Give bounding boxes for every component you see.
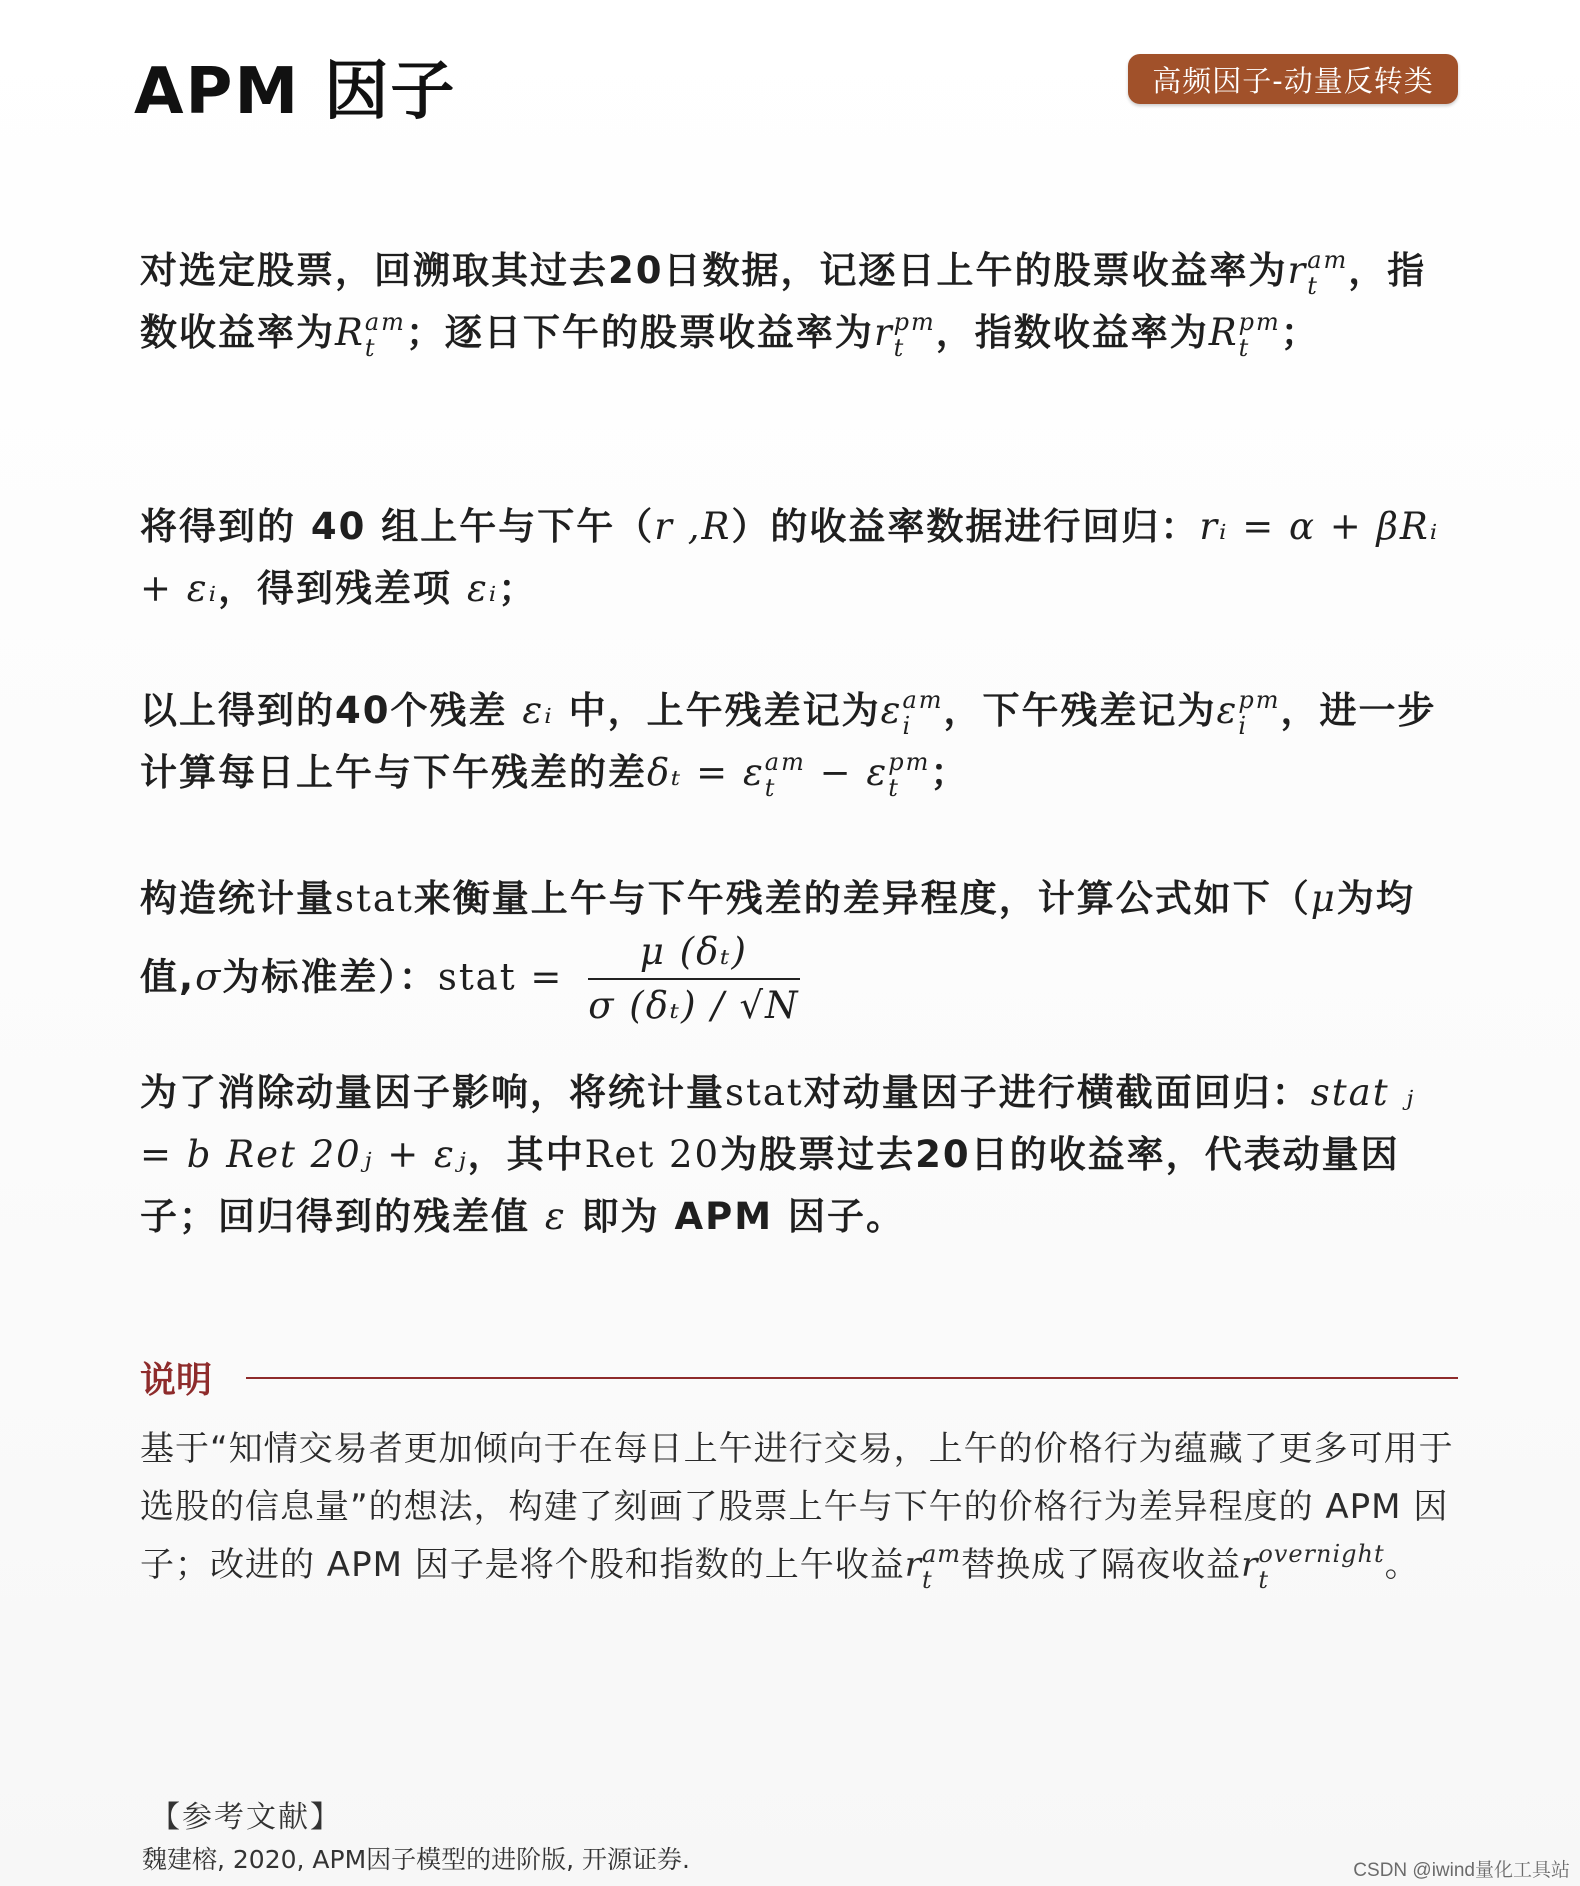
watermark: CSDN @iwind量化工具站	[1353, 1860, 1570, 1881]
text: 即为 APM 因子。	[581, 1195, 905, 1238]
text: 为了消除动量因子影响，将统计量	[140, 1071, 725, 1114]
symbol-R: R	[1208, 311, 1239, 354]
regression-formula: rᵢ = α + βRᵢ + εᵢ	[140, 505, 1440, 610]
paragraph-residuals	[140, 680, 1460, 804]
fraction-denominator: σ (δₜ) / √N	[588, 984, 800, 1027]
text: ，进一步计算每日上午与下午残差的差	[140, 689, 1437, 794]
scripts: overnight t	[1258, 1539, 1385, 1594]
text: 以上得到的40个残差	[140, 689, 508, 732]
stat-symbol: stat	[725, 1071, 804, 1114]
text: 中，上午残差记为	[568, 689, 881, 732]
fraction-numerator: μ (δₜ)	[588, 930, 799, 980]
text: ，得到残差项	[218, 567, 453, 610]
text: 为均值,	[140, 877, 1415, 999]
category-tag: 高频因子-动量反转类	[1128, 54, 1458, 104]
symbol-sigma: σ	[195, 955, 223, 999]
text: 基于“知情交易者更加倾向于在每日上午进行交易，上午的价格行为蕴藏了更多可用于选股的信息量”的想法，构建了刻画了股票上午与下午的价格行为差异程度的 APM 因子；改进的 APM 因子是将个股和指数的上午收益	[140, 1429, 1454, 1585]
text: ，指数收益率为	[140, 249, 1427, 354]
text: 。	[1384, 1545, 1420, 1585]
reference-entry: 魏建榕, 2020, APM因子模型的进阶版, 开源证券.	[142, 1845, 690, 1874]
paragraph-cross-section	[140, 1062, 1460, 1248]
text: 对选定股票，回溯取其过去20日数据，记逐日上午的股票收益率为	[140, 249, 1288, 292]
stat-fraction	[588, 930, 799, 1028]
paragraph-definition	[140, 240, 1460, 364]
scripts: pm t	[888, 747, 931, 802]
symbol-r: r	[1241, 1545, 1259, 1585]
text: ；	[498, 567, 538, 610]
ret20-symbol: Ret 20	[584, 1133, 721, 1176]
symbol-r: r	[873, 311, 894, 354]
symbol-mu: μ	[1310, 877, 1337, 920]
scripts: pm t	[1238, 307, 1281, 362]
scripts: am i	[902, 685, 944, 740]
scripts: pm t	[893, 307, 936, 362]
symbol-epsilon: ε	[742, 751, 765, 794]
text: 来衡量上午与下午残差的差异程度，计算公式如下（	[413, 877, 1311, 920]
symbol-epsilon: ε	[880, 689, 903, 732]
cross-section-formula: stat ⱼ = b Ret 20ⱼ + εⱼ	[140, 1071, 1416, 1176]
symbol-epsilon: ε	[1216, 689, 1239, 732]
text: 为标准差）：	[222, 955, 438, 999]
text: 替换成了隔夜收益	[961, 1545, 1242, 1585]
note-heading: 说明	[140, 1360, 213, 1401]
text: 为股票过去20日的收益率，代表动量因子；回归得到的残差值	[140, 1133, 1400, 1238]
scripts: am t	[364, 307, 406, 362]
references-heading: 【参考文献】	[150, 1800, 342, 1835]
scripts: am t	[764, 747, 806, 802]
symbol-epsilon-i: εᵢ	[522, 689, 554, 732]
minus: −	[805, 751, 867, 794]
text: 对动量因子进行横截面回归：	[803, 1071, 1311, 1114]
note-divider	[246, 1377, 1458, 1379]
text: ，下午残差记为	[943, 689, 1217, 732]
text: 构造统计量	[140, 877, 335, 920]
stat-symbol: stat	[335, 877, 414, 920]
scripts: am t	[1307, 245, 1349, 300]
scripts: am t	[921, 1539, 962, 1594]
symbol-R: R	[335, 311, 365, 354]
text: ；	[930, 751, 970, 794]
page-title: APM 因子	[134, 55, 457, 129]
text: ，其中	[467, 1133, 585, 1176]
text: 将得到的 40 组上午与下午（	[140, 505, 655, 548]
text: ，指数收益率为	[935, 311, 1209, 354]
paragraph-regression	[140, 496, 1460, 620]
symbol-epsilon: ε	[866, 751, 889, 794]
stat-equals: stat =	[437, 955, 564, 999]
symbol-r: r	[904, 1545, 922, 1585]
note-body	[140, 1420, 1465, 1594]
symbol-epsilon-i: εᵢ	[466, 567, 499, 610]
pair-r-R: r ,R	[654, 505, 732, 548]
symbol-epsilon: ε	[544, 1195, 567, 1238]
delta-formula: δₜ =	[647, 751, 743, 794]
scripts: pm i	[1238, 685, 1281, 740]
text: ；逐日下午的股票收益率为	[405, 311, 874, 354]
text: ；	[1280, 311, 1320, 354]
paragraph-stat	[140, 868, 1460, 1028]
text: ）的收益率数据进行回归：	[731, 505, 1200, 548]
symbol-r: r	[1287, 249, 1308, 292]
